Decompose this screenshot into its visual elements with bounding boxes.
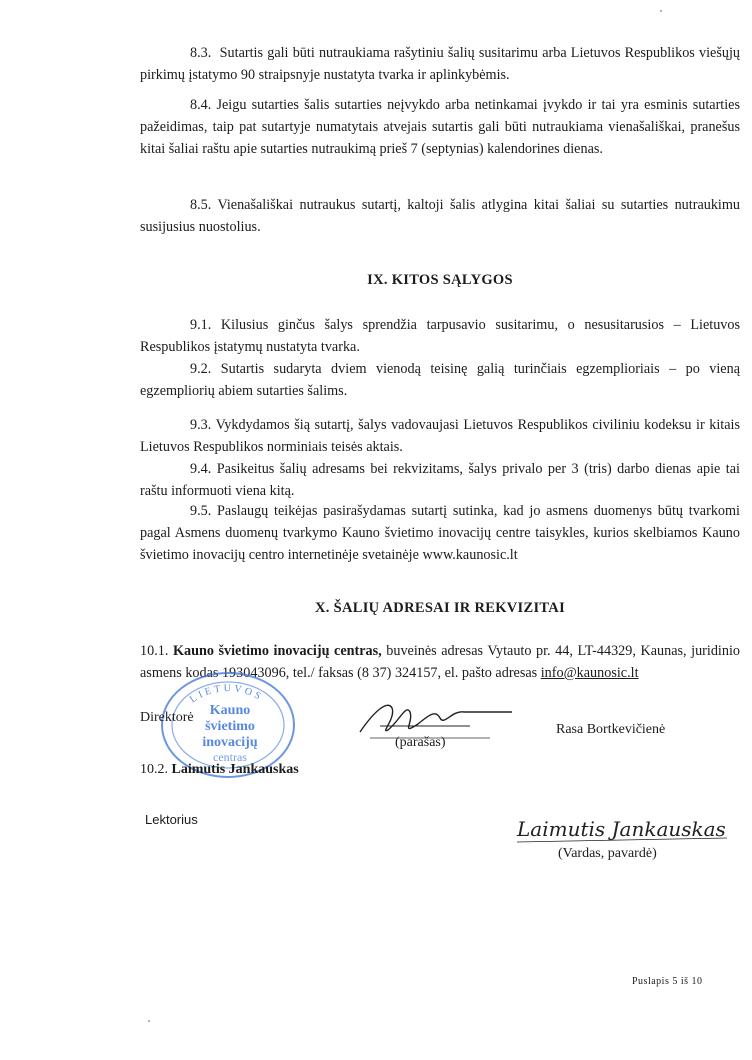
stamp-top-text: LIETUVOS	[188, 683, 266, 706]
paragraph-9-1: 9.1. Kilusius ginčus šalys sprendžia tarpusavio susitarimu, o nesusitarusios – Lietuvos Respublikos įstatymų nustatyta tvarka.	[140, 317, 740, 355]
paragraph-number: 10.2.	[140, 762, 168, 777]
lector-signature-text: Laimutis Jankauskas	[517, 817, 726, 841]
signature-caption: (parašas)	[395, 735, 446, 750]
scan-speck	[660, 10, 662, 12]
paragraph-number: 10.1.	[140, 643, 169, 659]
paragraph-8-4: 8.4. Jeigu sutarties šalis sutarties neįvykdo arba netinkamai įvykdo ir tai yra esminis sutarties pažeidimas, taip pat sutartyje numatytais atvejais sutartis gali būti nutraukiama vienašališkai, pranešus kitai šaliai raštu apie sutarties nutraukimą prieš 7 (septynias) kalendorines dienas.	[140, 97, 740, 157]
paragraph-8-3	[140, 42, 740, 86]
organization-details: buveinės adresas Vytauto pr. 44, LT-44329, Kaunas, juridinio asmens kodas 193043096, tel./ faksas (8 37) 324157, el. pašto adresas	[140, 643, 740, 681]
paragraph-9-4: 9.4. Pasikeitus šalių adresams bei rekvizitams, šalys privalo per 3 (tris) darbo dienas apie tai raštu informuoti viena kitą.	[140, 461, 740, 499]
scan-speck	[148, 1020, 150, 1022]
lector-signature	[515, 808, 735, 848]
lector-label: Lektorius	[145, 812, 198, 827]
paragraph-9-5: 9.5. Paslaugų teikėjas pasirašydamas sutartį sutinka, kad jo asmens duomenys būtų tvarkomi pagal Asmens duomenų tvarkymo Kauno švietimo inovacijų centre taisykles, kurios skelbiamos Kauno švietimo inovacijų centro internetinėje svetainėje www.kaunosic.lt	[140, 503, 740, 563]
lector-name: Laimutis Jankauskas	[171, 762, 299, 777]
page-number: Puslapis 5 iš 10	[632, 976, 703, 987]
organization-name: Kauno švietimo inovacijų centras,	[172, 643, 382, 659]
stamp-line-3: inovacijų	[202, 735, 258, 750]
stamp-line-2: švietimo	[205, 719, 255, 734]
section-heading-x: X. ŠALIŲ ADRESAI IR REKVIZITAI	[314, 600, 566, 616]
paragraph-text: Sutartis gali būti nutraukiama rašytiniu šalių susitarimu arba Lietuvos Respublikos viešųjų pirkimų įstatymo 90 straipsnyje nustatyta tvarka ir aplinkybėmis.	[140, 45, 740, 83]
director-label: Direktorė	[140, 710, 194, 725]
name-caption: (Vardas, pavardė)	[558, 846, 657, 861]
paragraph-8-5: 8.5. Vienašališkai nutraukus sutartį, kaltoji šalis atlygina kitai šaliai su sutarties nutraukimu susijusius nuostolius.	[140, 197, 740, 235]
paragraph-number: 8.3.	[190, 45, 212, 61]
director-name: Rasa Bortkevičienė	[556, 722, 666, 737]
section-heading-ix: IX. KITOS SĄLYGOS	[367, 272, 513, 288]
paragraph-9-2: 9.2. Sutartis sudaryta dviem vienodą teisinę galią turinčiais egzemplioriais – po vieną egzempliorių abiem sutarties šalims.	[140, 361, 740, 399]
stamp-line-4: centras	[213, 750, 247, 764]
stamp-line-1: Kauno	[209, 703, 251, 718]
paragraph-9-3: 9.3. Vykdydamos šią sutartį, šalys vadovaujasi Lietuvos Respublikos civiliniu kodeksu ir kitais Lietuvos Respublikos norminiais teisės aktais.	[140, 417, 740, 455]
paragraph-10-2	[140, 762, 299, 778]
email-link[interactable]: info@kaunosic.lt	[540, 665, 639, 681]
